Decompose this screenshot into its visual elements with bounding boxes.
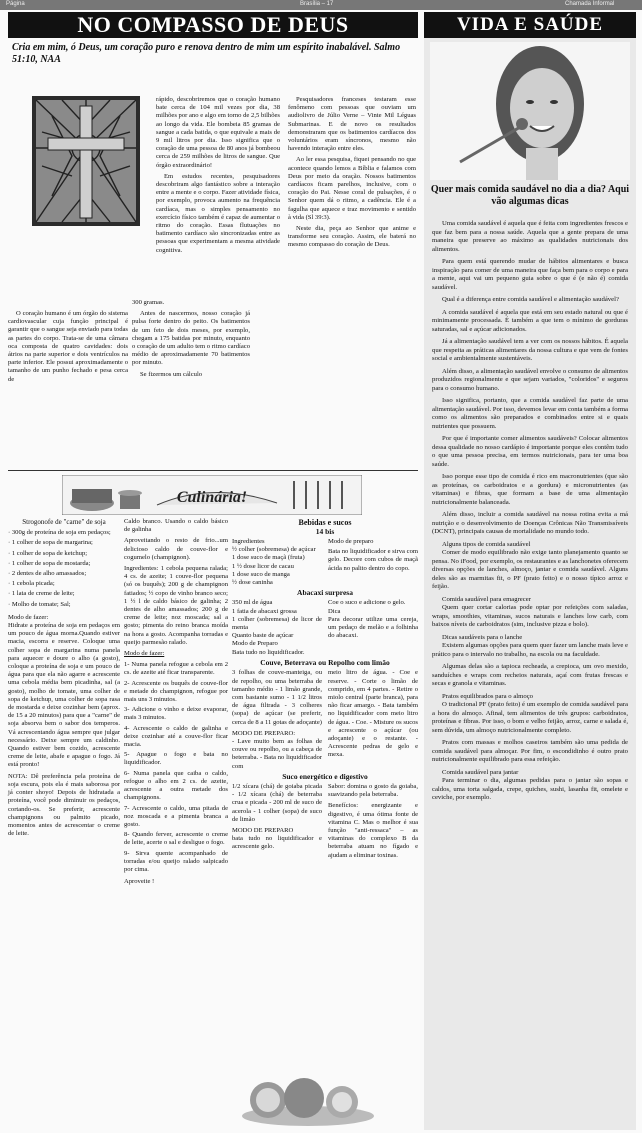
ingredient-item: ½ dose caninha <box>232 579 273 587</box>
j2-dica-title: Dica <box>328 607 341 615</box>
ingredient-item: · Molho de tomate; Sal; <box>8 600 71 608</box>
culinaria-label: Culinária! <box>176 489 248 506</box>
recipe-2-prep-title: Modo de fazer: <box>124 650 165 658</box>
recipe-2-ingredients: Ingredientes: 1 cebola pequena ralada; 4 cs. de azeite; 1 couve-flor pequena (só os buquês); 200 g de champignon fatiados; ½ copo de vinho branco seco; 1 ½ l de caldo básico de galinha; 2 dentes de alho amassados; 200 g de creme de leite; noz moscada; sal a gosto; pimenta do reino branca moída na hora a gosto. Acompanha torradas e queijo parmesão ralado. <box>124 565 228 646</box>
recipe-step: 2- Acrescente os buquês de couve-flor e metade do champignon, refogue por mais uns 3 minutos. <box>124 679 228 704</box>
recipe-step: 6- Numa panela que caiba o caldo, refogue o alho em 2 cs. de azeite, acrescente a outra metade dos champignons. <box>124 769 228 802</box>
recipe-1-prep: Hidrate a proteína de soja em pedaços em um pouco de água morna.Quando estiver macia, escorra e reserve. Coloque uma colher sopa de margarina numa panela para aquecer e doure o alho (a gosto), coloque a proteína de soja e um pouco de água para que ela não agarre e acrescente uma cebola média bem picadinha, sal (a gosto), molho de tomate, uma colher de sopa de ketchup, uma colher de sopa rasa de mostarda e deixe cozinhar bem (aprox. de 15 a 20 minutos) para que a "carne" de soja absorva bem o sabor dos temperos. Vá acrescentando água sempre que julgar necessário. Deixe sempre um caldinho. Quando estiver bem cozido, acrescente creme de leite, abafe e apague o fogo. Já está pronto! <box>8 622 120 769</box>
j4-prep-title: MODO DE PREPARO <box>232 827 294 834</box>
j4-left: 1/2 xícara (chá) de goiaba picada - 1/2 xícara (chá) de beterraba crua e picada - 200 ml de suco de acerola - 1 colher (sopa) de suco de limão <box>232 782 322 823</box>
health-paragraph: Além disso, incluir a comida saudável na nossa rotina evita a má nutrição e o desenvolvimento de Doenças Crônicas Não Transmissíveis (DCNT), principais causas de mortalidade no mundo todo. <box>432 511 628 535</box>
recipe-1-prep-title: Modo de fazer: <box>8 613 49 621</box>
fruits-image <box>238 1058 378 1128</box>
juices-section <box>232 518 418 860</box>
juices-title: Bebidas e sucos <box>298 518 352 527</box>
devotional-p1: O coração humano é um órgão do sistema cardiovascular cuja função principal é garantir que o sangue seja enviado para todas as partes do corpo. Trata-se de uma câmara oca composta de quatro cavidades: dois átrios na parte superior e dois ventrículos na parte inferior. Ele possui aproximadamente o tamanho de um punho fechado e pesa cerca de <box>8 310 128 383</box>
recipe-caldo-branco <box>124 518 228 889</box>
j2-title: Abacaxi surpresa <box>297 588 353 598</box>
health-paragraph: Isso porque esse tipo de comida é rico em macronutrientes (que são as proteínas, os carboidratos e a gordura) e micronutrientes (as vitaminas) e fibras, que formam a base de uma alimentação nutricionalmente balanceada. <box>432 473 628 506</box>
devotional-section <box>8 12 418 1130</box>
health-paragraph: Qual é a diferença entre comida saudável e alimentação saudável? <box>442 296 619 303</box>
section-divider <box>8 470 418 471</box>
recipe-strogonofe <box>8 518 120 841</box>
j3-right: meio litro de água. - Coe e reserve. - Corte o limão de comprido, em 4 partes. - Retire o miolo central (parte branca), para não ficar amargo. - Bata também no liquidificador com meio litro de água. - Coe. - Misture os sucos e acrescente o açúcar (ou adoçante) e o restante. - Acrescente pedras de gelo e mexa. <box>328 669 418 759</box>
j3-prep: - Lave muito bem as folhas de couve ou repolho, ou a cabeça de beterraba. - Bata no liquidificador com <box>232 737 322 770</box>
health-paragraph: Uma comida saudável é aquela que é feita com ingredientes frescos e que faz bem para a nossa saúde. Aquela que a gente prepara de uma maneira que preserve ao máximo as qualidades nutricionais dos alimentos. <box>432 220 628 253</box>
ingredient-item: Bata tudo no liquidificador. <box>232 648 305 656</box>
recipe-step: 4- Acrescente o caldo de galinha e deixe cozinhar até a couve-flor ficar macia. <box>124 724 228 749</box>
health-paragraph: O tradicional PF (prato feito) é um exemplo de comida saudável para a hora do almoço. Afinal, tem alimentos de três grupos: carboidratos, proteínas e fibras. Por isso, o bom e velho feijão, arroz, carne e salada é, sem dúvida, um almoço nutricionalmente completo. <box>432 701 628 734</box>
ingredient-item: 1 dose suco de maçã (fruta) <box>232 554 305 562</box>
health-subheading: Comida saudável para jantar <box>442 768 519 776</box>
recipe-step: 9- Sirva quente acompanhado de torradas e/ou queijo ralado salpicado por cima. <box>124 849 228 873</box>
devotional-verse: Cria em mim, ó Deus, um coração puro e renova dentro de mim um espírito inabalável. Salmo 51:10, NAA <box>12 42 401 65</box>
ingredient-item: Modo de Preparo <box>232 640 278 648</box>
devotional-p4: Em estudos recentes, pesquisadores descobriram algo fantástico sobre a interação entre a mente e o corpo. Fazer atividade física, por exemplo, provoca aumento na frequência cardíaca, mas o simples pensamento no exercício físico também é capaz de aumentar o ritmo do coração. Essas flutuações no batimento cardíaco são sincronizadas entre as pessoas que experimentam a mesma atividade cognitiva. <box>156 172 280 254</box>
ingredient-item: · 1 colher de sopa de margarina; <box>8 539 93 547</box>
culinaria-banner <box>62 475 362 515</box>
devotional-p2-end: Se fizermos um cálculo <box>140 370 203 378</box>
health-paragraph: A comida saudável é aquela que está em seu estado natural ou que é minimamente processada. É também a que tem o mínimo de gorduras saturadas, sal e açúcar adicionados. <box>432 308 628 333</box>
health-subheading: Dicas saudáveis para o lanche <box>442 633 523 641</box>
devotional-p3: rápido, descobriremos que o coração humano bate cerca de 104 mil vezes por dia, 38 milhões por ano e algo em torno de 2,5 bilhões ao longo da vida. Ele bombeia 85 gramas de sangue a cada batida, o que equivale a mais de 9 mil litros por dia. Isso significa que o coração de uma pessoa de 80 anos já bombeou cerca de 259 milhões de litros de sangue. Que órgão extraordinário! <box>156 96 280 169</box>
ingredient-item: · 1 cebola picada; <box>8 580 55 588</box>
devotional-title: NO COMPASSO DE DEUS <box>8 12 418 38</box>
devotional-col-1b-visible <box>132 299 250 382</box>
page-header-bar <box>0 0 642 10</box>
devotional-p7: Neste dia, peça ao Senhor que anime e transforme seu coração. Assim, ele baterá no mesmo compasso do coração de Deus. <box>288 225 416 249</box>
recipe-1-title: Strogonofe de "carne" de soja <box>22 518 106 526</box>
ingredient-item: 1 dose suco de manga <box>232 570 290 578</box>
health-paragraph: Já a alimentação saudável tem a ver com os nossos hábitos. É aquela que respeita as práticas alimentares da nossa cultura e que vem de fontes social e ambientalmente sustentáveis. <box>432 338 628 362</box>
devotional-col-2-text <box>156 96 280 258</box>
header-left: Página <box>6 1 25 7</box>
devotional-columns <box>8 96 418 466</box>
j4-prep: bata tudo no liquidificador e acrescente gelo. <box>232 835 322 851</box>
devotional-p6: Ao ler essa pesquisa, fiquei pensando no que acontece quando lemos a Bíblia e falamos com Deus por meio da oração. Nossos batimentos cardíacos ficam parelhos, inclusive, com o coração do Pai. Nesse coral de pulsações, é o Senhor quem dá o ritmo, a cadência. Ele é a fagulha que aquece e traz movimento e sentido à vida (Sl 39:3). <box>288 156 416 221</box>
ingredient-item: · 2 dentes de alho amassados; <box>8 570 87 578</box>
health-paragraph: Comer de modo equilibrado não exige tanto planejamento quanto se pensa. No iFood, por exemplo, os restaurantes e as lanchonetes oferecem diversas opções de lanches, almoço, jantar e comida saudável. Alguns deles são as marmitas fit, o PF (prato feito) e o nosso típico arroz e feijão. <box>432 549 628 590</box>
recipe-step: 7- Acrescente o caldo, uma pitada de noz moscada e a pimenta branca a gosto. <box>124 804 228 828</box>
j2-right: Coe o suco e adicione o gelo. <box>328 599 406 607</box>
j3-title: Couve, Beterrava ou Repolho com limão <box>260 657 390 667</box>
j1-prep-title: Modo de preparo <box>328 538 374 545</box>
j2-dica: Para decorar utilize uma cereja, um pedaço de melão e a folhinha do abacaxi. <box>328 615 418 640</box>
health-subheading: Pratos equilibrados para o almoço <box>442 692 533 700</box>
recipe-step: 1- Numa panela refogue a cebola em 2 cs. de azeite até ficar transparente. <box>124 661 228 677</box>
health-paragraph: Quem quer cortar calorias pode optar por refeições com saladas, wraps, smoothies, vitaminas, sucos naturais e lanches low carb, com baixos níveis de carboidratos (sim, inclusive pizza e bolo). <box>432 604 628 628</box>
j1-ing-title: Ingredientes <box>232 538 265 545</box>
health-heading: Quer mais comida saudável no dia a dia? Aqui vão algumas dicas <box>430 184 630 207</box>
ingredient-item: · 1 lata de creme de leite; <box>8 590 75 598</box>
health-paragraph: Por que é importante comer alimentos saudáveis? Colocar alimentos dessa qualidade no nosso cardápio é importante porque eles contêm tudo o que uma pessoa precisa, em termos nutricionais, para ter uma boa saúde. <box>432 435 628 468</box>
ingredient-item: 1 colher (sobremesa) de licor de menta <box>232 615 322 632</box>
health-section <box>424 12 636 1130</box>
devotional-p5: Pesquisadores franceses testaram esse fenômeno com pessoas que ouviam um audiolivro de Júlio Verne – Vinte Mil Léguas Submarinas. E de novo os resultados demonstraram que os batimentos cardíacos dos voluntários eram síncronos, mesmo não havendo interação entre eles. <box>288 96 416 153</box>
recipe-step: 8- Quando ferver, acrescente o creme de leite, acerte o sal e desligue o fogo. <box>124 831 228 847</box>
recipe-step: 3- Adicione o vinho e deixe evaporar, mais 3 minutos. <box>124 706 228 722</box>
health-body <box>432 220 628 807</box>
health-paragraph: Para terminar o dia, algumas pedidas para o jantar são sopas e caldos, uma torta salgada, crepe, quiches, sushi, lasanha fit, omelete e ceviche, por exemplo. <box>432 777 628 801</box>
recipe-2-title: Caldo branco. Usando o caldo básico de galinha <box>124 518 228 534</box>
recipes-section <box>8 518 418 1130</box>
header-center: Brasília – 17 <box>300 1 334 7</box>
health-subheading: Comida saudável para emagrecer <box>442 595 531 603</box>
health-paragraph: Além disso, a alimentação saudável envolve o consumo de alimentos produzidos regionalmente e que sejam variados, "coloridos" e seguros para o consumo humano. <box>432 367 628 392</box>
recipe-step: 5- Apague o fogo e bata no liquidificador. <box>124 751 228 767</box>
health-paragraph: Pratos com massas e molhos caseiros também são uma pedida de comida saudável para almoçar. Por fim, o escondidinho é outro prato nutricionalmente equilibrado para essa refeição. <box>432 739 628 763</box>
recipe-1-ingredients <box>8 529 120 609</box>
ingredient-item: Quanto baste de açúcar <box>232 632 294 640</box>
scale-icon <box>118 490 142 509</box>
ingredient-item: · 300g de proteína de soja em pedaços; <box>8 529 111 537</box>
juices-subtitle: 14 bis <box>315 527 335 536</box>
health-title: VIDA E SAÚDE <box>424 12 636 38</box>
recipe-1-note: NOTA: Dê preferência pela proteína de soja escura, pois ela é mais saborosa por já conter shoyo! Depois de hidratada a proteína, você pode diminuir os pedaços, cortando-os. Se preferir, acrescente champignons ou palmito picado, momentos antes de acrescentar o creme de leite. <box>8 772 120 838</box>
pot-icon <box>70 489 114 511</box>
health-paragraph: Existem algumas opções para quem quer fazer um lanche mais leve e prático para o intervalo no trabalho, na escola ou na faculdade. <box>432 642 628 658</box>
j4-benefits: Benefícios: energizante e digestivo, é uma ótima fonte de vitamina C. Mas o melhor é sua função "anti-ressaca" – as vitaminas do complexo B da beterraba atuam no fígado e ajudam a eliminar toxinas. <box>328 802 418 859</box>
ingredient-item: ½ colher (sobremesa) de açúcar <box>232 546 316 554</box>
ingredient-item: 1 ½ dose licor de cacau <box>232 562 294 570</box>
j3-prep-title: MODO DE PREPARO: <box>232 729 296 737</box>
ingredient-item: 1 fatia de abacaxi grossa <box>232 607 297 615</box>
recipe-2-end: Aproveite ! <box>124 878 155 886</box>
woman-eating-salad-image <box>430 42 630 180</box>
health-paragraph: Algumas delas são a tapioca recheada, a crepioca, um ovo mexido, sanduíches e wraps com recheios naturais, açaí com frutas frescas e secas e granola e vitaminas. <box>432 663 628 687</box>
devotional-p2: Antes de nascermos, nosso coração já pulsa forte dentro do peito. Os batimentos de um feto de dois meses, por exemplo, chegam a 175 batidas por minuto, enquanto o coração de um adulto tem o ritmo cardíaco médio de aproximadamente 70 batimentos por minuto. <box>132 310 250 367</box>
j3-left: 3 folhas de couve-manteiga, ou de repolho, ou uma beterraba de tamanho médio - 1 limão grande, com bastante sumo - 1 1/2 litros de água filtrada - 3 colheres (sopa) de açúcar (se preferir, cerca de 8 a 11 gotas de adoçante) <box>232 669 323 726</box>
health-paragraph: Isso significa, portanto, que a comida saudável faz parte de uma alimentação saudável. Por isso, devemos levar em conta também a forma como os alimentos são preparados e combinados entre si e quais nutrientes que possuem. <box>432 397 628 430</box>
health-subheading: Alguns tipos de comida saudável <box>442 540 531 548</box>
devotional-col-3 <box>288 96 416 253</box>
ingredient-item: · 1 colher de sopa de ketchup; <box>8 549 88 557</box>
header-right: Chamada Informal <box>565 1 615 7</box>
devotional-col-1 <box>8 96 128 466</box>
j1-prep: Bata no liquidificador e sirva com gelo. Decore com cubos de maçã ácida no palito dentro do copo. <box>328 548 418 572</box>
stained-glass-cross-image <box>32 96 140 226</box>
recipe-2-intro: Aproveitando o resto de frio...um delicioso caldo de couve-flor e cogumelo (champignon). <box>124 537 228 561</box>
devotional-p1-end-2: 300 gramas. <box>132 299 165 306</box>
health-paragraph: Para quem está querendo mudar de hábitos alimentares e busca inspiração para comer de uma maneira que faça bem para o corpo e para a mente, aqui vai um pequeno guia sobre o que é (e não é) comida saudável. <box>432 258 628 291</box>
j4-title: Suco energético e digestivo <box>282 771 368 781</box>
ingredient-item: · 1 colher de sopa de mostarda; <box>8 559 91 567</box>
ingredient-item: 350 ml de água <box>232 599 273 607</box>
j4-right: Sabor: domina o gosto da goiaba, suavizando pela beterraba. <box>328 782 418 799</box>
